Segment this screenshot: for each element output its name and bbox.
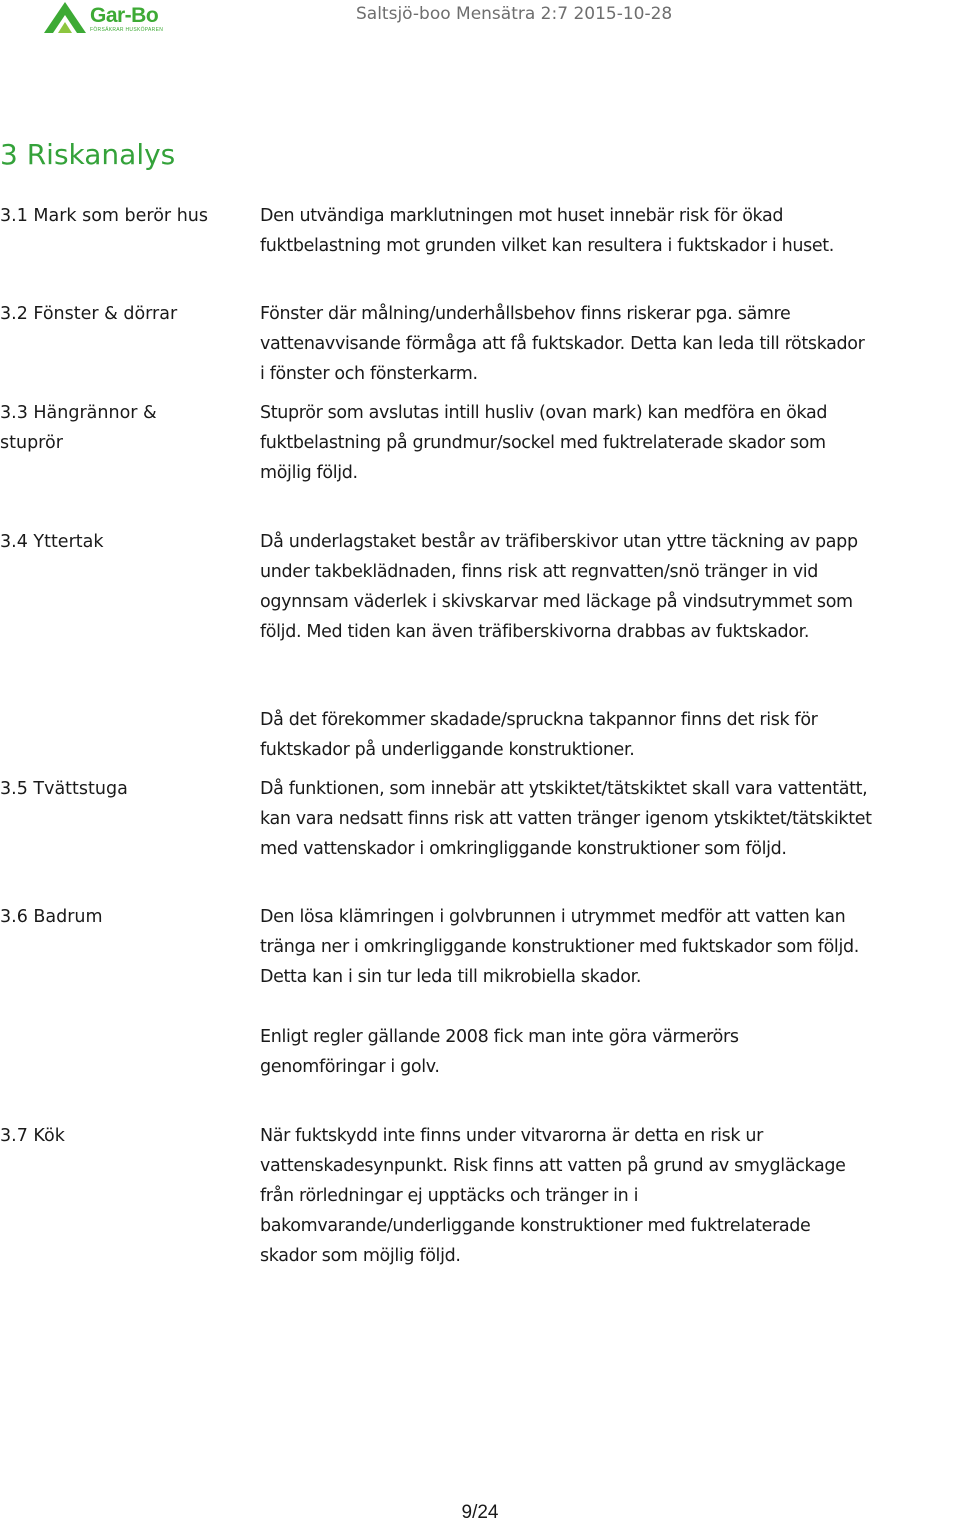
label-line: 3.5 Tvättstuga bbox=[0, 779, 128, 799]
item-text-bathroom bbox=[260, 902, 960, 992]
item-label-gutters bbox=[0, 398, 255, 458]
label-line: stuprör bbox=[0, 433, 63, 453]
item-label-kitchen bbox=[0, 1121, 255, 1151]
text-line: Då funktionen, som innebär att ytskiktet/tätskiktet skall vara vattentätt, bbox=[260, 779, 868, 799]
text-line: ogynnsam väderlek i skivskarvar med läckage på vindsutrymmet som bbox=[260, 592, 853, 612]
text-line: kan vara nedsatt finns risk att vatten tränger igenom ytskiktet/tätskiktet bbox=[260, 809, 872, 829]
house-roof-icon bbox=[42, 0, 88, 34]
item-text-mark bbox=[260, 201, 960, 261]
label-line: 3.3 Hängrännor & bbox=[0, 403, 157, 423]
text-line: följd. Med tiden kan även träfiberskivorna drabbas av fuktskador. bbox=[260, 622, 810, 642]
label-line: 3.1 Mark som berör hus bbox=[0, 206, 208, 226]
text-line: Enligt regler gällande 2008 fick man inte göra värmerörs bbox=[260, 1027, 739, 1047]
label-line: 3.7 Kök bbox=[0, 1126, 65, 1146]
text-line: Den utvändiga marklutningen mot huset innebär risk för ökad bbox=[260, 206, 784, 226]
text-line: Den lösa klämringen i golvbrunnen i utrymmet medför att vatten kan bbox=[260, 907, 846, 927]
text-line: med vattenskador i omkringliggande konstruktioner som följd. bbox=[260, 839, 787, 859]
item-text-bathroom-regulations bbox=[260, 1022, 960, 1082]
text-line: vattenavvisande förmåga att få fuktskador. Detta kan leda till rötskador bbox=[260, 334, 865, 354]
text-line: fuktbelastning mot grunden vilket kan resultera i fuktskador i huset. bbox=[260, 236, 835, 256]
section-heading: 3 Riskanalys bbox=[0, 138, 176, 171]
text-line: från rörledningar ej upptäcks och tränger in i bbox=[260, 1186, 639, 1206]
text-line: Då det förekommer skadade/spruckna takpannor finns det risk för bbox=[260, 710, 818, 730]
label-line: 3.6 Badrum bbox=[0, 907, 103, 927]
document-header-title: Saltsjö-boo Mensätra 2:7 2015-10-28 bbox=[356, 4, 673, 24]
text-line: skador som möjlig följd. bbox=[260, 1246, 461, 1266]
text-line: Då underlagstaket består av träfiberskivor utan yttre täckning av papp bbox=[260, 532, 858, 552]
item-text-gutters bbox=[260, 398, 960, 488]
item-label-windows-doors bbox=[0, 299, 255, 329]
gar-bo-logo bbox=[42, 0, 202, 36]
page-number: 9/24 bbox=[461, 1502, 499, 1523]
text-line: vattenskadesynpunkt. Risk finns att vatten på grund av smygläckage bbox=[260, 1156, 846, 1176]
logo-tagline: FÖRSÄKRAR HUSKÖPAREN bbox=[90, 27, 164, 33]
text-line: fuktbelastning på grundmur/sockel med fuktrelaterade skador som bbox=[260, 433, 826, 453]
text-line: Detta kan i sin tur leda till mikrobiella skador. bbox=[260, 967, 642, 987]
text-line: När fuktskydd inte finns under vitvarorna är detta en risk ur bbox=[260, 1126, 763, 1146]
item-text-laundry bbox=[260, 774, 960, 864]
item-text-roof bbox=[260, 527, 960, 647]
text-line: under takbeklädnaden, finns risk att regnvatten/snö tränger in vid bbox=[260, 562, 818, 582]
logo-wordmark: Gar-Bo bbox=[90, 4, 159, 27]
text-line: genomföringar i golv. bbox=[260, 1057, 440, 1077]
item-text-roof-tiles bbox=[260, 705, 960, 765]
label-line: 3.4 Yttertak bbox=[0, 532, 104, 552]
item-label-laundry bbox=[0, 774, 255, 804]
item-label-mark bbox=[0, 201, 255, 231]
text-line: Fönster där målning/underhållsbehov finns riskerar pga. sämre bbox=[260, 304, 791, 324]
item-text-kitchen bbox=[260, 1121, 960, 1271]
text-line: i fönster och fönsterkarm. bbox=[260, 364, 478, 384]
label-line: 3.2 Fönster & dörrar bbox=[0, 304, 178, 324]
item-label-bathroom bbox=[0, 902, 255, 932]
text-line: tränga ner i omkringliggande konstruktioner med fuktskador som följd. bbox=[260, 937, 859, 957]
item-text-windows-doors bbox=[260, 299, 960, 389]
item-label-roof bbox=[0, 527, 255, 557]
text-line: möjlig följd. bbox=[260, 463, 358, 483]
text-line: Stuprör som avslutas intill husliv (ovan mark) kan medföra en ökad bbox=[260, 403, 828, 423]
text-line: bakomvarande/underliggande konstruktioner med fuktrelaterade bbox=[260, 1216, 811, 1236]
text-line: fuktskador på underliggande konstruktioner. bbox=[260, 740, 635, 760]
